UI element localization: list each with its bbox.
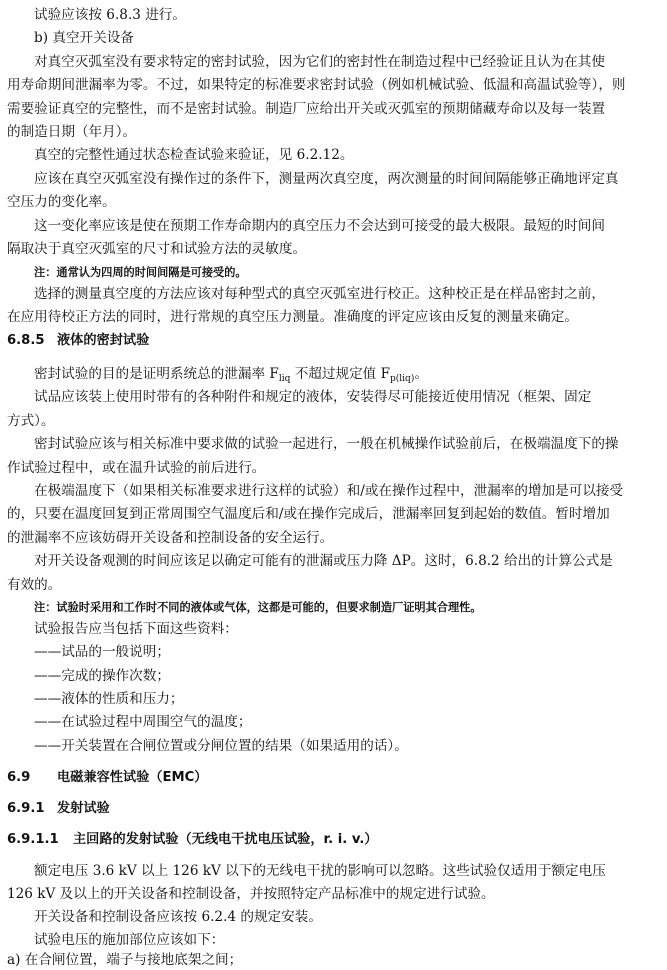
text-line: 试验应该按 6.8.3 进行。 <box>34 7 186 23</box>
subscript: liq <box>278 374 291 384</box>
text-line: 选择的测量真空度的方法应该对每种型式的真空灭弧室进行校正。这种校正是在样品密封之前， <box>34 286 605 302</box>
text-line: 试验电压的施加部位应该如下： <box>34 932 225 948</box>
section-title: 电磁兼容性试验（EMC） <box>57 770 208 785</box>
text-line: 作试验过程中，或在温升试验的前后进行。 <box>7 460 266 476</box>
list-item: ——完成的操作次数； <box>34 668 170 684</box>
text-line: 隔取决于真空灭弧室的尺寸和试验方法的灵敏度。 <box>7 241 307 257</box>
list-item: ——液体的性质和压力； <box>34 691 184 707</box>
text-line: 真空的完整性通过状态检查试验来验证，见 6.2.12。 <box>34 147 354 163</box>
text-line: 试品应该装上使用时带有的各种附件和规定的液体，安装得尽可能接近使用情况（框架、固定 <box>34 389 592 405</box>
section-number: 6.9.1.1 <box>7 832 59 847</box>
text-line: 对开关设备观测的时间应该足以确定可能有的泄漏或压力降 ΔP。这时，6.8.2 给出的计算公式是 <box>34 553 613 569</box>
section-heading <box>0 768 667 788</box>
section-heading <box>0 799 667 819</box>
text-line: 在应用待校正方法的同时，进行常规的真空压力测量。准确度的评定应该由反复的测量来确定。 <box>7 309 578 325</box>
text-line: 的制造日期（年月）。 <box>7 124 137 140</box>
list-item: ——试品的一般说明； <box>34 644 170 660</box>
section-number: 6.9 <box>7 770 31 785</box>
text-line: 用寿命期间泄漏率为零。不过，如果特定的标准要求密封试验（例如机械试验、低温和高温试验等），则 <box>7 77 626 93</box>
text-line: 密封试验应该与相关标准中要求做的试验一起进行，一般在机械操作试验前后，在极端温度下的操 <box>34 436 619 452</box>
text-line: 这一变化率应该是使在预期工作寿命期内的真空压力不会达到可接受的最大极限。最短的时间间 <box>34 218 605 234</box>
text-line: 试验报告应当包括下面这些资料： <box>34 621 238 637</box>
text-line: 的，只要在温度回复到正常周围空气温度后和/或在操作完成后，泄漏率回复到起始的数值。暂时增加 <box>7 506 610 522</box>
text-line: 有效的。 <box>7 577 62 593</box>
section-number: 6.8.5 <box>7 333 45 348</box>
section-heading <box>0 830 667 850</box>
text-line: 需要验证真空的完整性，而不是密封试验。制造厂应给出开关或灭弧室的预期储藏寿命以及每一装置 <box>7 101 606 117</box>
text-line: 在极端温度下（如果相关标准要求进行这样的试验）和/或在操作过程中，泄漏率的增加是可以接受 <box>34 483 624 499</box>
text-line: 对真空灭弧室没有要求特定的密封试验，因为它们的密封性在制造过程中已经验证且认为在其使 <box>34 54 605 70</box>
text-segment: 不超过规定值 F <box>290 366 391 382</box>
note: 注：试验时采用和工作时不同的液体或气体，这都是可能的，但要求制造厂证明其合理性。 <box>34 600 482 614</box>
text-segment: 。 <box>414 366 428 382</box>
section-title: 发射试验 <box>57 801 110 816</box>
subscript: p(liq) <box>390 374 415 384</box>
list-item-a: a) 在合闸位置，端子与接地底架之间； <box>7 952 243 968</box>
note: 注：通常认为四周的时间间隔是可接受的。 <box>34 265 247 279</box>
text-segment: 密封试验的目的是证明系统总的泄漏率 F <box>34 366 279 382</box>
section-number: 6.9.1 <box>7 801 45 816</box>
text-line: 126 kV 及以上的开关设备和控制设备，并按照特定产品标准中的规定进行试验。 <box>7 886 495 902</box>
text-line: 的泄漏率不应该妨碍开关设备和控制设备的安全运行。 <box>7 530 334 546</box>
text-line: 应该在真空灭弧室没有操作过的条件下，测量两次真空度，两次测量的时间间隔能够正确地评定真 <box>34 171 619 187</box>
text-line: 方式）。 <box>7 413 55 429</box>
section-title: 液体的密封试验 <box>57 333 150 348</box>
section-heading <box>0 331 667 351</box>
text-line: 开关设备和控制设备应该按 6.2.4 的规定安装。 <box>34 909 322 925</box>
section-title: 主回路的发射试验（无线电干扰电压试验，r. i. v.） <box>73 832 378 847</box>
list-item: ——开关装置在合闸位置或分闸位置的结果（如果适用的话）。 <box>34 738 408 754</box>
text-line <box>0 364 667 389</box>
text-line: 空压力的变化率。 <box>7 194 116 210</box>
list-item: ——在试验过程中周围空气的温度； <box>34 714 252 730</box>
text-line: 额定电压 3.6 kV 以上 126 kV 以下的无线电干扰的影响可以忽略。这些试验仅适用于额定电压 <box>34 863 606 879</box>
list-item-b: b) 真空开关设备 <box>34 30 134 46</box>
